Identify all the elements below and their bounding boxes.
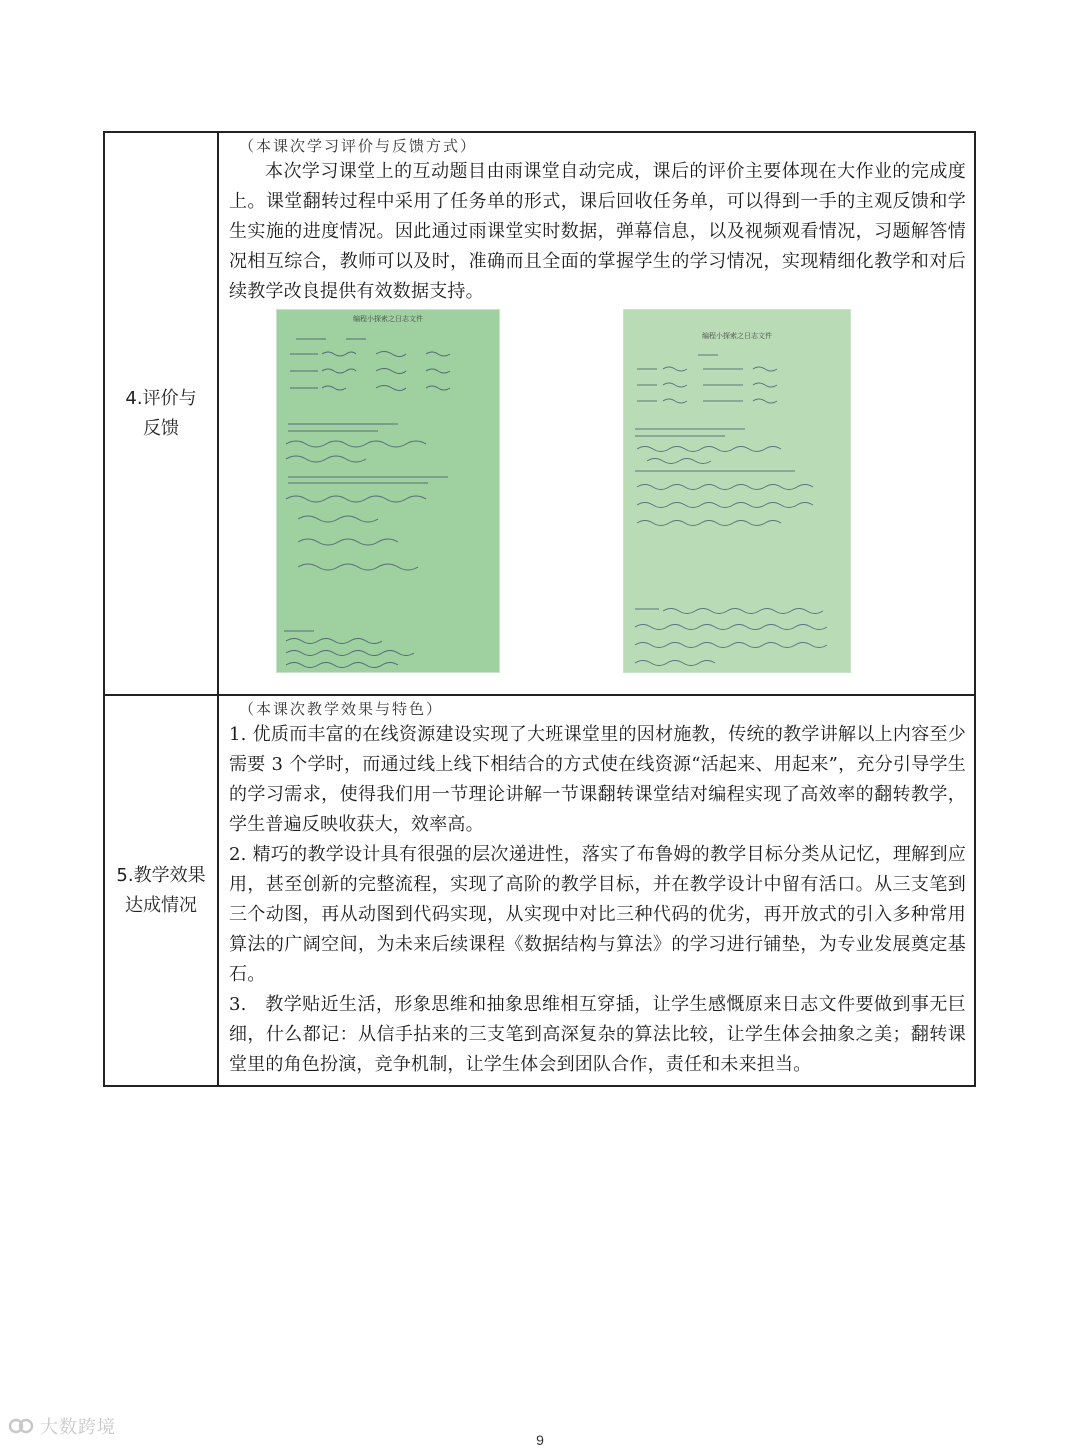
row-content-effect <box>219 696 974 1085</box>
row-label-evaluation: 4.评价与 反馈 <box>105 133 219 694</box>
evaluation-paragraph: 本次学习课堂上的互动题目由雨课堂自动完成，课后的评价主要体现在大作业的完成度上。课堂翻转过程中采用了任务单的形式，课后回收任务单，可以得到一手的主观反馈和学生实施的进度情况。因此通过雨课堂实时数据，弹幕信息，以及视频观看情况，习题解答情况相互综合，教师可以及时，准确而且全面的掌握学生的学习情况，实现精细化教学和对后续教学改良提供有效数据支持。 <box>229 161 966 302</box>
watermark-text: 大数跨境 <box>40 1417 116 1438</box>
table-row-effect <box>105 696 974 1085</box>
effect-item: 1. 优质而丰富的在线资源建设实现了大班课堂里的因材施教，传统的教学讲解以上内容至少需要 3 个学时，而通过线上线下相结合的方式使在线资源“活起来、用起来”，充分引导学生的学习需求，使得我们用一节理论讲解一节课翻转课堂结对编程实现了高效率的翻转教学，学生普遍反映收获大，效率高。 <box>229 724 966 835</box>
photo-group <box>229 307 966 677</box>
handwriting-scribble <box>276 309 500 673</box>
evaluation-table <box>103 131 976 1087</box>
row-content-evaluation <box>219 133 974 694</box>
task-sheet-photo <box>276 309 500 673</box>
effect-item: 2. 精巧的教学设计具有很强的层次递进性，落实了布鲁姆的教学目标分类从记忆，理解到应用，甚至创新的完整流程，实现了高阶的教学目标，并在教学设计中留有活口。从三支笔到三个动图，再从动图到代码实现，从实现中对比三种代码的优劣，再开放式的引入多种常用算法的广阔空间，为未来后续课程《数据结构与算法》的学习进行铺垫，为专业发展奠定基石。 <box>229 844 966 985</box>
photo-title: 编程小探索之日志文件 <box>702 332 772 340</box>
section-subhead: （本课次教学效果与特色） <box>239 700 444 718</box>
section-subhead: （本课次学习评价与反馈方式） <box>239 137 478 155</box>
row-label-effect: 5.教学效果 达成情况 <box>105 696 219 1085</box>
handwriting-scribble <box>623 309 851 673</box>
task-sheet-photo <box>623 309 851 673</box>
table-row-evaluation <box>105 133 974 696</box>
page-number: 9 <box>536 1432 544 1448</box>
effect-item: 3. 教学贴近生活，形象思维和抽象思维相互穿插，让学生感慨原来日志文件要做到事无巨细，什么都记：从信手拈来的三支笔到高深复杂的算法比较，让学生体会抽象之美；翻转课堂里的角色扮演，竞争机制，让学生体会到团队合作，责任和未来担当。 <box>229 994 966 1075</box>
photo-title: 编程小探索之日志文件 <box>353 315 423 323</box>
